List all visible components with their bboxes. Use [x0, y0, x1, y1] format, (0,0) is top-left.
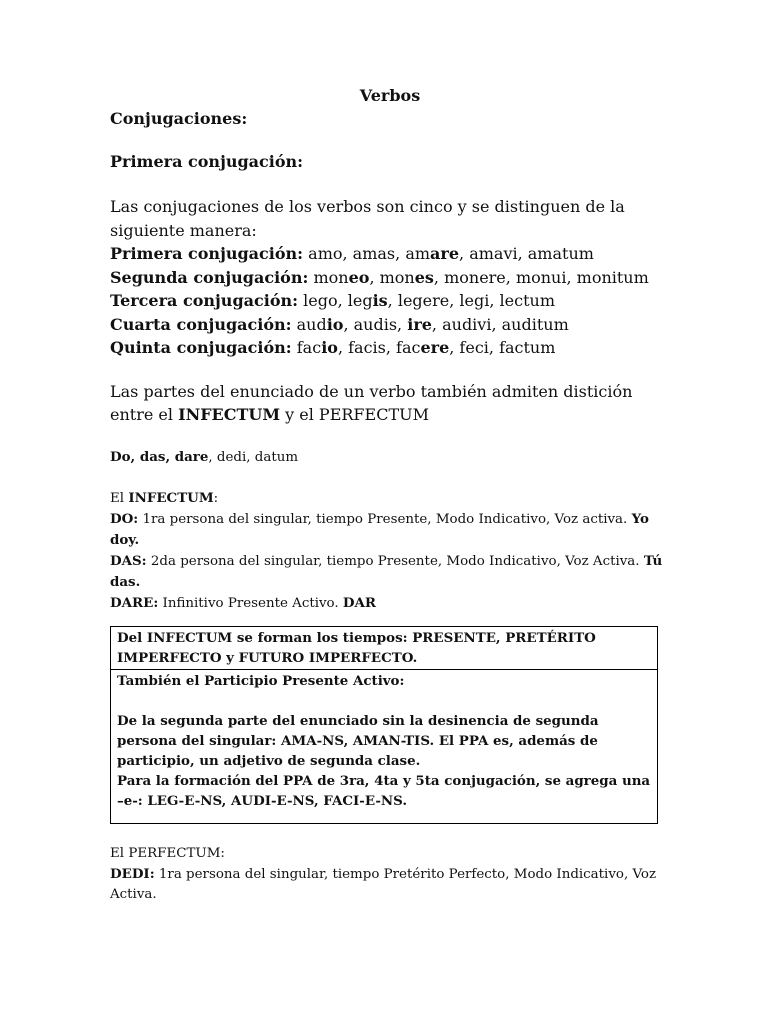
conjugation-label: Primera conjugación: — [110, 244, 304, 263]
partes-paragraph: Las partes del enunciado de un verbo también admiten distición entre el INFECTUM y el PERFECTUM — [110, 381, 633, 424]
conjugation-list — [110, 242, 670, 360]
conjugation-label: Tercera conjugación: — [110, 291, 299, 310]
conjugation-quinta: Quinta conjugación: facio, facis, facere, feci, factum — [110, 338, 556, 357]
infectum-intro: El INFECTUM: — [110, 489, 219, 506]
conjugation-label: Quinta conjugación: — [110, 338, 292, 357]
infectum-table — [110, 626, 658, 824]
das-description: DAS: 2da persona del singular, tiempo Presente, Modo Indicativo, Voz Activa. Tú das. — [110, 552, 663, 590]
conjugation-primera: Primera conjugación: amo, amas, amare, amavi, amatum — [110, 244, 594, 263]
ppa-title: También el Participio Presente Activo: — [117, 672, 405, 689]
heading-conjugaciones: Conjugaciones: — [110, 109, 248, 128]
infectum-tiempos-cell: Del INFECTUM se forman los tiempos: PRESENTE, PRETÉRITO IMPERFECTO y FUTURO IMPERFECTO. — [111, 627, 657, 670]
perfectum-intro: El PERFECTUM: — [110, 845, 225, 861]
ppa-paragraph-2: Para la formación del PPA de 3ra, 4ta y 5ta conjugación, se agrega una –e-: LEG-E-NS, AUDI-E-NS, FACI-E-NS. — [117, 772, 651, 809]
document-page — [110, 86, 670, 905]
conjugation-segunda: Segunda conjugación: moneo, mones, monere, monui, monitum — [110, 267, 649, 287]
intro-paragraph: Las conjugaciones de los verbos son cinco y se distinguen de la siguiente manera: — [110, 197, 625, 240]
ppa-cell — [111, 670, 657, 823]
ppa-paragraph-1: De la segunda parte del enunciado sin la desinencia de segunda persona del singular: AMA-NS, AMAN-TIS. El PPA es, además de participio, un adjetivo de segunda clase. — [117, 712, 599, 769]
conjugation-label: Cuarta conjugación: — [110, 314, 292, 334]
heading-primera-conjugacion: Primera conjugación: — [110, 152, 304, 171]
dedi-description: DEDI: 1ra persona del singular, tiempo Pretérito Perfecto, Modo Indicativo, Voz Activa. — [110, 865, 657, 902]
conjugation-label: Segunda conjugación: — [110, 267, 309, 287]
do-das-dare-line: Do, das, dare, dedi, datum — [110, 448, 299, 465]
document-title: Verbos — [359, 86, 421, 105]
conjugation-cuarta: Cuarta conjugación: audio, audis, ire, audivi, auditum — [110, 314, 569, 334]
conjugation-tercera: Tercera conjugación: lego, legis, legere, legi, lectum — [110, 291, 555, 310]
dare-description: DARE: Infinitivo Presente Activo. DAR — [110, 594, 377, 611]
do-description: DO: 1ra persona del singular, tiempo Presente, Modo Indicativo, Voz activa. Yo doy. — [110, 510, 649, 548]
